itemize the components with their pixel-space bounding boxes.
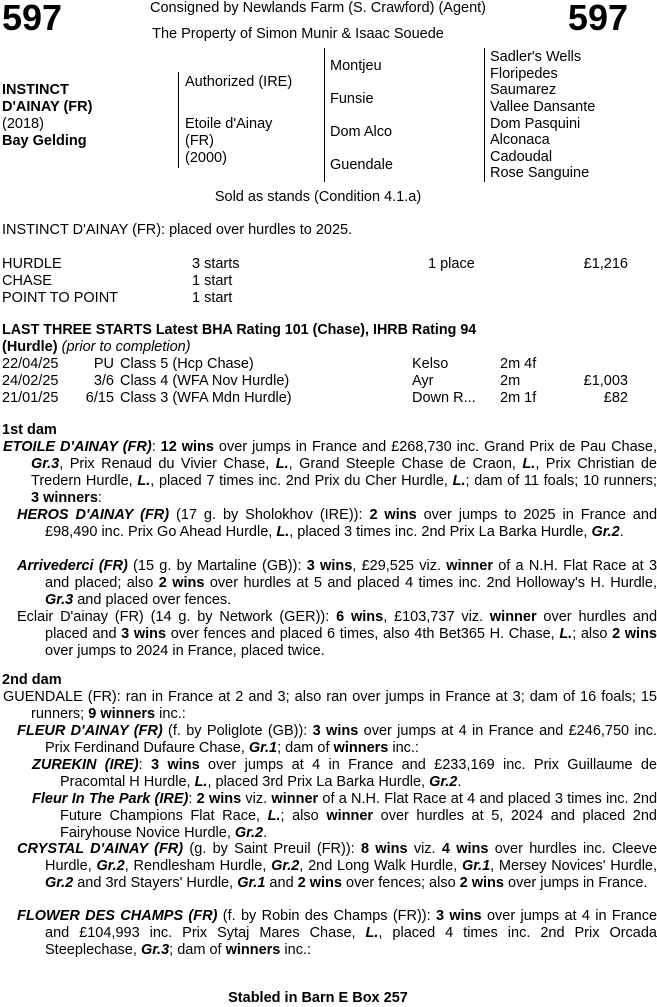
run-row — [2, 356, 628, 373]
record-row — [2, 273, 628, 290]
progeny-eclair — [17, 609, 657, 660]
wins: 3 wins — [312, 723, 359, 739]
wins: 2 wins — [158, 575, 205, 591]
text: over jumps in France. — [503, 875, 648, 891]
run-prize — [560, 356, 628, 373]
grade: Gr.2 — [45, 875, 74, 891]
progeny-arrivederci — [17, 558, 657, 609]
wins: 2 wins — [196, 791, 242, 807]
text: ; also — [572, 626, 613, 642]
text: viz. — [241, 791, 272, 807]
winner: winner — [326, 808, 374, 824]
text: (17 g. by Sholokhov (IRE)): — [169, 507, 370, 523]
run-distance: 2m 1f — [500, 390, 537, 406]
record-type: CHASE — [2, 273, 52, 289]
wins: 3 wins — [436, 908, 482, 924]
listed: L. — [559, 626, 573, 642]
progeny-name: ZUREKIN (IRE) — [32, 757, 139, 773]
lot-number-left: 597 — [2, 0, 63, 38]
pedigree-g3: Rose Sanguine — [490, 165, 590, 181]
text: ; dam of — [169, 942, 226, 958]
text: Eclair D'ainay (FR) (14 g. by Network (GER)): — [17, 609, 337, 625]
last-three-heading2 — [2, 339, 191, 356]
record-places — [428, 273, 548, 290]
run-date: 21/01/25 — [2, 390, 59, 406]
winners: 9 winners — [88, 706, 156, 722]
text: . — [457, 774, 462, 790]
record-starts: 1 start — [192, 290, 233, 306]
grade: Gr.3 — [45, 592, 74, 608]
last-three-table — [2, 356, 628, 407]
text: : — [97, 490, 102, 506]
text: over jumps in France and £268,730 inc. Grand Prix de Pau Chase, — [213, 439, 657, 455]
grade: Gr.2 — [234, 825, 264, 841]
pedigree-divider-3 — [484, 48, 485, 182]
winner: winner — [489, 609, 537, 625]
grade: Gr.2 — [96, 858, 125, 874]
run-distance: 2m 4f — [500, 356, 537, 372]
run-race: Class 4 (WFA Nov Hurdle) — [120, 373, 290, 389]
text: and placed over fences. — [73, 592, 232, 608]
run-position: 6/15 — [85, 390, 114, 406]
second-dam-guendale — [3, 689, 657, 723]
text: of a N.H. Flat Race at 4 and placed 3 times inc. 2nd Future Champions Flat Race, — [60, 791, 657, 824]
record-starts: 1 start — [192, 273, 233, 289]
text: , Prix Renaud du Vivier Chase, — [59, 456, 276, 472]
text: over fences and placed 6 times, also 4th Bet365 H. Chase, — [166, 626, 560, 642]
winner: winner — [271, 791, 319, 807]
text: and — [265, 875, 298, 891]
text: , £29,525 viz. — [352, 558, 447, 574]
progeny-fleur — [17, 723, 657, 757]
record-places: 1 place — [428, 256, 475, 272]
run-position: PU — [93, 356, 114, 372]
listed: L. — [522, 456, 536, 472]
grade: Gr.3 — [140, 942, 170, 958]
text: , Grand Steeple Chase de Craon, — [288, 456, 523, 472]
grade: Gr.2 — [271, 858, 300, 874]
wins: 2 wins — [459, 875, 504, 891]
wins: 6 wins — [336, 609, 384, 625]
text: . — [619, 524, 624, 540]
run-course: Ayr — [412, 373, 434, 389]
run-course: Kelso — [412, 356, 449, 372]
text: over hurdles and placed and — [45, 609, 657, 642]
run-prize: £82 — [603, 390, 628, 406]
record-prize — [548, 290, 628, 307]
run-race: Class 5 (Hcp Chase) — [120, 356, 254, 372]
listed: L. — [267, 808, 281, 824]
pedigree-divider-1 — [178, 72, 179, 168]
run-date: 22/04/25 — [2, 356, 59, 372]
text: over jumps to 2024 in France, placed twice. — [45, 643, 325, 659]
last-three-heading-cont: (Hurdle) — [2, 339, 58, 355]
wins: 2 wins — [369, 507, 417, 523]
text: over jumps at 4 in France and £104,993 inc. Prix Sytaj Mares Chase, — [45, 908, 657, 941]
text: over hurdles at 5 and placed 4 times inc. 2nd Holloway's H. Hurdle, — [204, 575, 657, 591]
second-dam-heading: 2nd dam — [2, 672, 62, 688]
text: viz. — [407, 841, 442, 857]
pedigree-sire: Authorized (IRE) — [185, 74, 293, 90]
progeny-heros — [17, 507, 657, 541]
text: , Rendlesham Hurdle, — [124, 858, 272, 874]
text: (15 g. by Martaline (GB)): — [127, 558, 307, 574]
text: , 2nd Long Walk Hurdle, — [299, 858, 462, 874]
progeny-crystal — [17, 841, 657, 892]
text: inc.: — [155, 706, 186, 722]
sale-condition: Sold as stands (Condition 4.1.a) — [214, 189, 422, 205]
record-prize: £1,216 — [583, 256, 628, 272]
owner: The Property of Simon Munir & Isaac Souede — [152, 26, 444, 42]
pedigree-g3: Cadoudal — [490, 149, 553, 165]
grade: Gr.1 — [461, 858, 491, 874]
record-places — [428, 290, 548, 307]
run-row — [2, 390, 628, 407]
race-record-table — [2, 256, 628, 307]
pedigree-g2: Guendale — [330, 157, 393, 173]
text: over hurdles at 5, 2024 and placed 2nd Fairyhouse Novice Hurdle, — [60, 808, 657, 841]
text: , placed 4 times inc. 2nd Prix Orcada Steeplechase, — [45, 925, 657, 958]
text: : — [138, 757, 152, 773]
progeny-name: HEROS D'AINAY (FR) — [17, 507, 170, 523]
winners: 3 winners — [31, 490, 98, 506]
dam-name: ETOILE D'AINAY (FR) — [3, 439, 152, 455]
run-date: 24/02/25 — [2, 373, 59, 389]
wins: 3 wins — [306, 558, 353, 574]
last-three-note: (prior to completion) — [61, 339, 191, 355]
text: , Mersey Novices' Hurdle, — [490, 858, 657, 874]
winners: winners — [225, 942, 281, 958]
progeny-name: FLEUR D'AINAY (FR) — [17, 723, 163, 739]
text: over jumps at 4 in France and £246,750 inc. Prix Ferdinand Dufaure Chase, — [45, 723, 657, 756]
text: ; dam of — [277, 740, 334, 756]
wins: 8 wins — [360, 841, 408, 857]
text: of a N.H. Flat Race at 3 and placed; also — [45, 558, 657, 591]
first-dam-etoile — [3, 439, 657, 507]
text: , placed 7 times inc. 2nd Prix du Cher Hurdle, — [150, 473, 453, 489]
run-course: Down R... — [412, 390, 476, 406]
wins: 3 wins — [151, 757, 200, 773]
text: and 3rd Stayers' Hurdle, — [73, 875, 238, 891]
pedigree-g2: Montjeu — [330, 58, 382, 74]
run-row — [2, 373, 628, 390]
pedigree-dam: Etoile d'Ainay — [185, 116, 273, 132]
text: , £103,737 viz. — [383, 609, 490, 625]
text: (f. by Poliglote (GB)): — [162, 723, 313, 739]
progeny-name: Arrivederci (FR) — [17, 558, 128, 574]
first-dam-heading: 1st dam — [2, 422, 57, 438]
text: , placed 3 times inc. 2nd Prix La Barka Hurdle, — [289, 524, 592, 540]
run-position: 3/6 — [93, 373, 114, 389]
wins: 12 wins — [160, 439, 214, 455]
listed: L. — [137, 473, 151, 489]
run-prize: £1,003 — [583, 373, 628, 389]
wins: 4 wins — [441, 841, 489, 857]
record-type: HURDLE — [2, 256, 62, 272]
text: , Prix Christian de Tredern Hurdle, — [31, 456, 657, 489]
progeny-name: CRYSTAL D'AINAY (FR) — [17, 841, 184, 857]
text: over fences; also — [341, 875, 460, 891]
horse-year: (2018) — [2, 116, 44, 132]
listed: L. — [452, 473, 466, 489]
wins: 3 wins — [121, 626, 167, 642]
stabling-footer: Stabled in Barn E Box 257 — [228, 990, 408, 1006]
pedigree-g2: Funsie — [330, 91, 374, 107]
horse-sex: Bay Gelding — [2, 133, 87, 149]
progeny-zurekin — [32, 757, 657, 791]
consignor: Consigned by Newlands Farm (S. Crawford) (Agent) — [149, 0, 487, 16]
text: (g. by Saint Preuil (FR)): — [183, 841, 361, 857]
progeny-fleur-in-the-park — [32, 791, 657, 842]
grade: Gr.3 — [31, 456, 60, 472]
progeny-flower — [17, 908, 657, 959]
horse-name-line1: INSTINCT — [2, 82, 69, 98]
text: over hurdles inc. Cleeve Hurdle, — [45, 841, 657, 874]
text: (f. by Robin des Champs (FR)): — [217, 908, 436, 924]
listed: L. — [365, 925, 379, 941]
pedigree-g2: Dom Alco — [330, 124, 393, 140]
lot-number-right: 597 — [567, 0, 628, 38]
text: ; also — [280, 808, 327, 824]
pedigree-divider-2 — [324, 48, 325, 182]
text: , placed 3rd Prix La Barka Hurdle, — [207, 774, 430, 790]
pedigree-g3: Vallee Dansante — [490, 99, 596, 115]
text: . — [263, 825, 268, 841]
horse-name-line2: D'AINAY (FR) — [2, 99, 93, 115]
text: over jumps to 2025 in France and £98,490 inc. Prix Go Ahead Hurdle, — [45, 507, 657, 540]
grade: Gr.1 — [248, 740, 278, 756]
text: inc.: — [280, 942, 311, 958]
winner: winner — [446, 558, 493, 574]
grade: Gr.2 — [429, 774, 458, 790]
record-row — [2, 290, 628, 307]
run-race: Class 3 (WFA Mdn Hurdle) — [120, 390, 292, 406]
listed: L. — [276, 524, 290, 540]
wins: 2 wins — [612, 626, 657, 642]
pedigree-g3: Dom Pasquini — [490, 116, 581, 132]
record-prize — [548, 273, 628, 290]
listed: L. — [194, 774, 208, 790]
run-distance: 2m — [500, 373, 521, 389]
wins: 2 wins — [297, 875, 342, 891]
pedigree-dam-year: (2000) — [185, 150, 227, 166]
pedigree-g3: Floripedes — [490, 66, 558, 82]
text: : — [151, 439, 161, 455]
text: inc.: — [388, 740, 419, 756]
listed: L. — [275, 456, 289, 472]
progeny-name: Fleur In The Park (IRE) — [32, 791, 189, 807]
grade: Gr.1 — [237, 875, 266, 891]
pedigree-dam-country: (FR) — [185, 133, 214, 149]
pedigree-g3: Alconaca — [490, 132, 550, 148]
progeny-name: FLOWER DES CHAMPS (FR) — [17, 908, 218, 924]
record-starts: 3 starts — [192, 256, 240, 272]
record-row — [2, 256, 628, 273]
record-type: POINT TO POINT — [2, 290, 119, 306]
pedigree-g3: Saumarez — [490, 82, 557, 98]
grade: Gr.2 — [591, 524, 620, 540]
text: : — [188, 791, 197, 807]
winners: winners — [333, 740, 389, 756]
text: GUENDALE (FR): ran in France at 2 and 3; also ran over jumps in France at 3; dam of 16 foals; 15 runners; — [3, 689, 657, 722]
text: over jumps at 4 in France and £233,169 inc. Prix Guillaume de Pracomtal H Hurdle, — [60, 757, 657, 790]
pedigree-g3: Sadler's Wells — [490, 49, 582, 65]
text: ; dam of 11 foals; 10 runners; — [465, 473, 657, 489]
last-three-heading: LAST THREE STARTS Latest BHA Rating 101 (Chase), IHRB Rating 94 — [2, 322, 477, 338]
summary: INSTINCT D'AINAY (FR): placed over hurdles to 2025. — [2, 222, 353, 238]
